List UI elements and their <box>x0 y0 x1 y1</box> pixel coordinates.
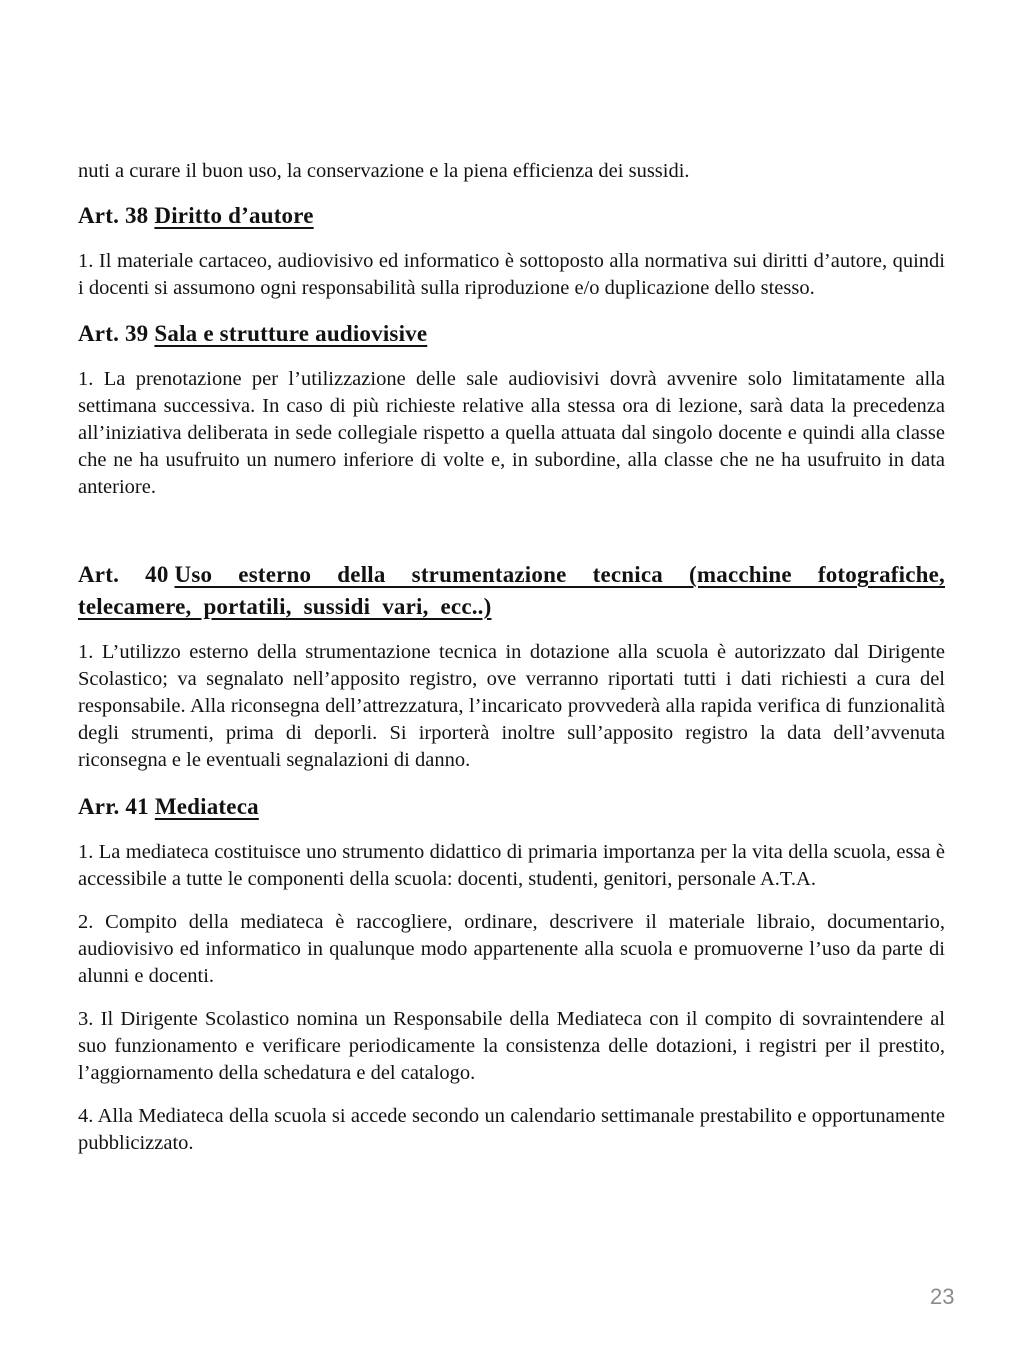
article-section-40 <box>78 559 945 774</box>
article-section-38 <box>78 200 945 302</box>
article-label: Art. 40 <box>78 562 169 587</box>
article-section-39 <box>78 318 945 501</box>
article-paragraph: 1. La prenotazione per l’utilizzazione delle sale audiovisivi dovrà avvenire solo limitatamente alla settimana successiva. In caso di più richieste relative alla stessa ora di lezione, sarà data la precedenza all’iniziativa deliberata in sede collegiale rispetto a quella attuata dal singolo docente e quindi alla classe che ne ha usufruito un numero inferiore di volte e, in subordine, alla classe che ne ha usufruito in data anteriore. <box>78 368 945 498</box>
article-paragraph: 1. L’utilizzo esterno della strumentazione tecnica in dotazione alla scuola è autorizzato dal Dirigente Scolastico; va segnalato nell’apposito registro, ove verranno riportati tutti i dati richiesti a cura del responsabile. Alla riconsegna dell’attrezzatura, l’incaricato provvederà alla rapida verifica di funzionalità degli strumenti, prima di deporli. Si irporterà inoltre sull’apposito registro la data dell’avvenuta riconsegna e le eventuali segnalazioni di danno. <box>78 641 945 771</box>
article-title: Uso esterno della strumentazione tecnica (macchine fotografiche, telecamere, portatili, sussidi vari, ecc..) <box>78 562 945 619</box>
page-number: 23 <box>930 1284 955 1309</box>
article-heading-40 <box>78 559 945 623</box>
article-label: Art. 39 <box>78 321 149 346</box>
article-title: Sala e strutture audiovisive <box>154 321 428 346</box>
paragraph-continuation: nuti a curare il buon uso, la conservazione e la piena efficienza dei sussidi. <box>78 160 690 182</box>
article-paragraph: 1. La mediateca costituisce uno strumento didattico di primaria importanza per la vita della scuola, essa è accessibile a tutte le componenti della scuola: docenti, studenti, genitori, personale A.T.A. <box>78 841 945 890</box>
article-label: Art. 38 <box>78 203 149 228</box>
article-paragraph: 2. Compito della mediateca è raccogliere, ordinare, descrivere il materiale libraio, documentario, audiovisivo ed informatico in qualunque modo appartenente alla scuola e promuoverne l’uso da parte di alunni e docenti. <box>78 911 945 987</box>
article-paragraph: 3. Il Dirigente Scolastico nomina un Responsabile della Mediateca con il compito di sovraintendere al suo funzionamento e verificare periodicamente la consistenza delle dotazioni, i registri per il prestito, l’aggiornamento della schedatura e del catalogo. <box>78 1008 945 1084</box>
article-section-41 <box>78 791 945 1157</box>
article-title: Mediateca <box>154 794 259 819</box>
article-heading-39 <box>78 318 945 350</box>
article-heading-41 <box>78 791 945 823</box>
article-heading-38 <box>78 200 945 232</box>
document-content <box>78 158 945 1157</box>
article-paragraph: 1. Il materiale cartaceo, audiovisivo ed informatico è sottoposto alla normativa sui diritti d’autore, quindi i docenti si assumono ogni responsabilità sulla riproduzione e/o duplicazione dello stesso. <box>78 250 945 299</box>
article-title: Diritto d’autore <box>154 203 314 228</box>
article-paragraph: 4. Alla Mediateca della scuola si accede secondo un calendario settimanale prestabilito e opportunamente pubblicizzato. <box>78 1105 945 1154</box>
article-label: Arr. 41 <box>78 794 149 819</box>
